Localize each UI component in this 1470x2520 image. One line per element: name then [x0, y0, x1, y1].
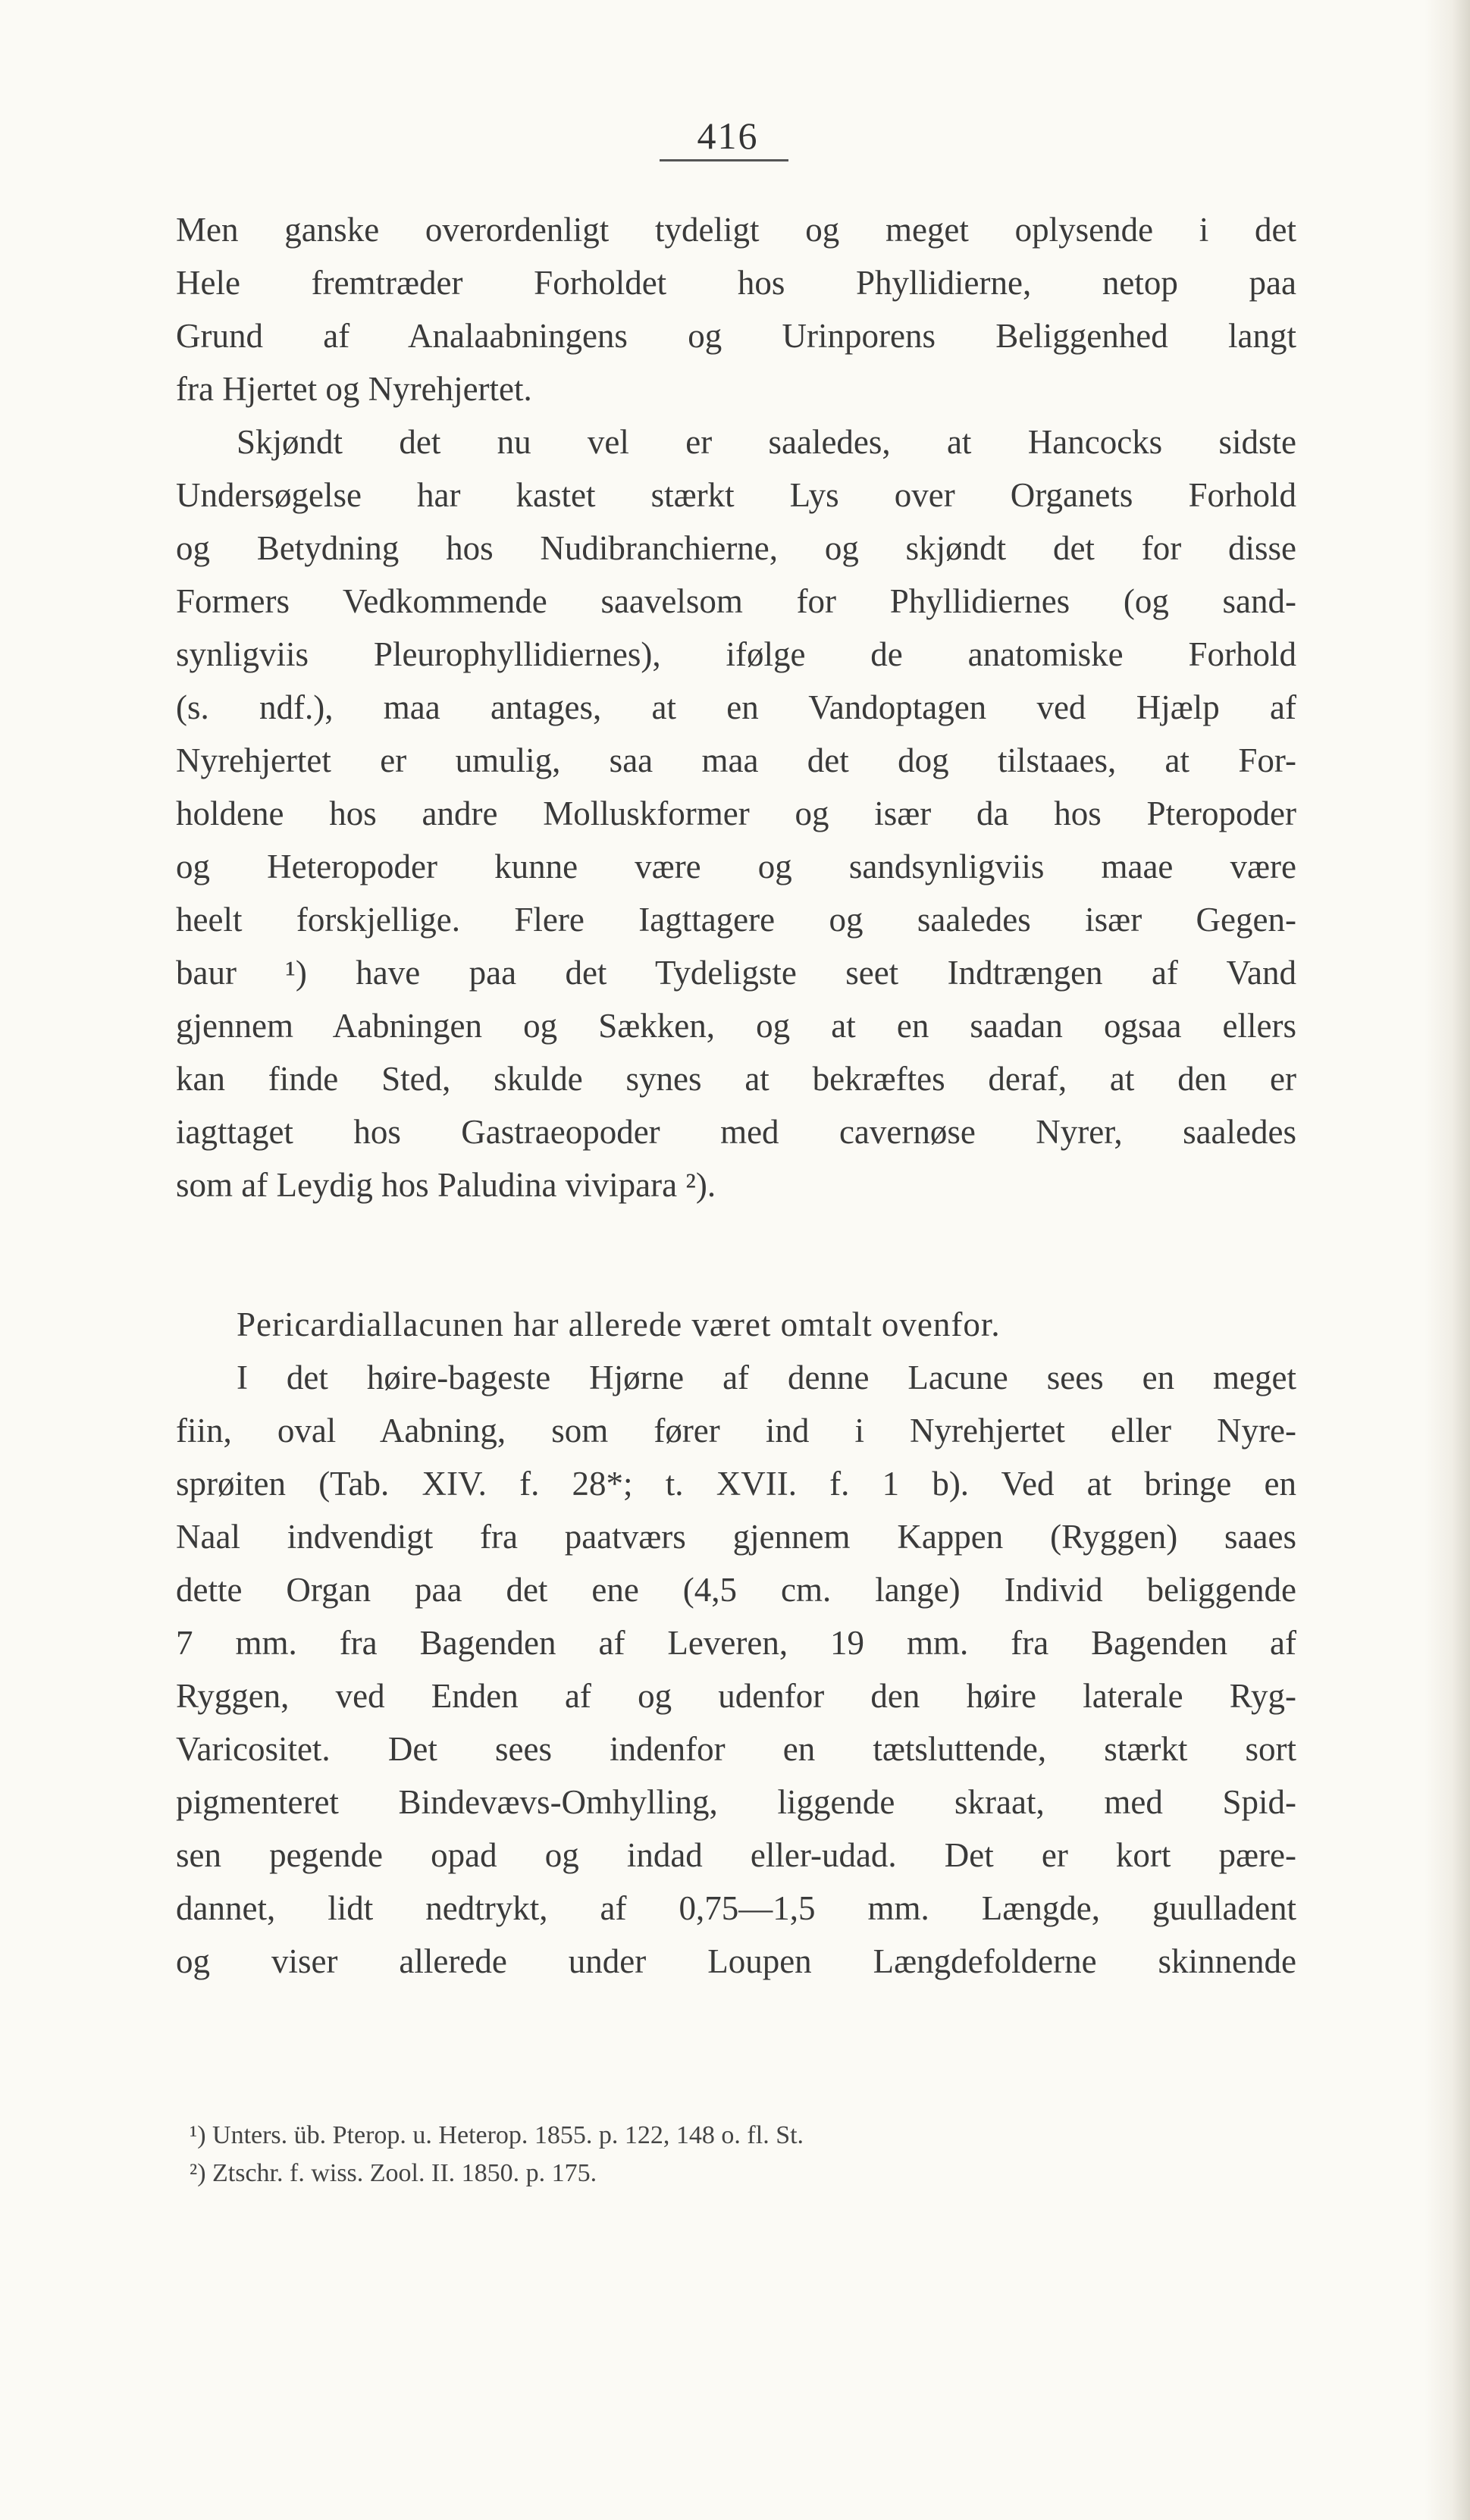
text-line: som af Leydig hos Paludina vivipara ²).: [176, 1166, 716, 1204]
text-line: sen pegende opad og indad eller-udad. Det er kort pære-: [176, 1836, 1296, 1874]
text-line: dannet, lidt nedtrykt, af 0,75—1,5 mm. Længde, guulladent: [176, 1889, 1296, 1927]
footnote-1: ¹) Unters. üb. Pterop. u. Heterop. 1855. p. 122, 148 o. fl. St.: [190, 2121, 804, 2149]
text-line: sprøiten (Tab. XIV. f. 28*; t. XVII. f. 1 b). Ved at bringe en: [176, 1465, 1296, 1503]
text-line: fra Hjertet og Nyrehjertet.: [176, 370, 532, 408]
text-line: heelt forskjellige. Flere Iagttagere og saaledes især Gegen-: [176, 901, 1296, 939]
text-line: baur ¹) have paa det Tydeligste seet Indtrængen af Vand: [176, 954, 1296, 992]
footnote-2: ²) Ztschr. f. wiss. Zool. II. 1850. p. 175.: [190, 2159, 597, 2187]
text-line: og Heteropoder kunne være og sandsynligviis maae være: [176, 848, 1296, 885]
text-line: 7 mm. fra Bagenden af Leveren, 19 mm. fra Bagenden af: [176, 1624, 1296, 1662]
text-line: og viser allerede under Loupen Længdefolderne skinnende: [176, 1942, 1296, 1980]
text-line: Men ganske overordenligt tydeligt og meget oplysende i det: [176, 211, 1296, 249]
text-line: Grund af Analaabningens og Urinporens Beliggenhed langt: [176, 317, 1296, 355]
page-number-rule: [660, 159, 788, 161]
text-line: Nyrehjertet er umulig, saa maa det dog tilstaaes, at For-: [176, 741, 1296, 779]
text-line: Hele fremtræder Forholdet hos Phyllidierne, netop paa: [176, 264, 1296, 302]
text-line: Pericardiallacunen har allerede været omtalt ovenfor.: [237, 1305, 1001, 1343]
text-line: og Betydning hos Nudibranchierne, og skjøndt det for disse: [176, 529, 1296, 567]
text-line: Varicositet. Det sees indenfor en tætsluttende, stærkt sort: [176, 1730, 1296, 1768]
text-line: gjennem Aabningen og Sækken, og at en saadan ogsaa ellers: [176, 1007, 1296, 1045]
text-line: Naal indvendigt fra paatværs gjennem Kappen (Ryggen) saaes: [176, 1518, 1296, 1556]
text-line: dette Organ paa det ene (4,5 cm. lange) Individ beliggende: [176, 1571, 1296, 1609]
text-line: synligviis Pleurophyllidiernes), ifølge de anatomiske Forhold: [176, 635, 1296, 673]
text-line: kan finde Sted, skulde synes at bekræftes deraf, at den er: [176, 1060, 1296, 1098]
text-line: holdene hos andre Molluskformer og især da hos Pteropoder: [176, 795, 1296, 832]
text-line: Ryggen, ved Enden af og udenfor den høire laterale Ryg-: [176, 1677, 1296, 1715]
text-line: fiin, oval Aabning, som fører ind i Nyrehjertet eller Nyre-: [176, 1412, 1296, 1450]
text-line: Skjøndt det nu vel er saaledes, at Hancocks sidste: [237, 423, 1296, 461]
text-line: Formers Vedkommende saavelsom for Phyllidiernes (og sand-: [176, 582, 1296, 620]
page-number: 416: [697, 114, 759, 157]
text-line: iagttaget hos Gastraeopoder med cavernøse Nyrer, saaledes: [176, 1113, 1296, 1151]
text-line: pigmenteret Bindevævs-Omhylling, liggende skraat, med Spid-: [176, 1783, 1296, 1821]
text-line: (s. ndf.), maa antages, at en Vandoptagen ved Hjælp af: [176, 688, 1296, 726]
text-line: Undersøgelse har kastet stærkt Lys over Organets Forhold: [176, 476, 1296, 514]
page-edge-shadow: [1425, 0, 1470, 2520]
text-line: I det høire-bageste Hjørne af denne Lacune sees en meget: [237, 1359, 1296, 1396]
